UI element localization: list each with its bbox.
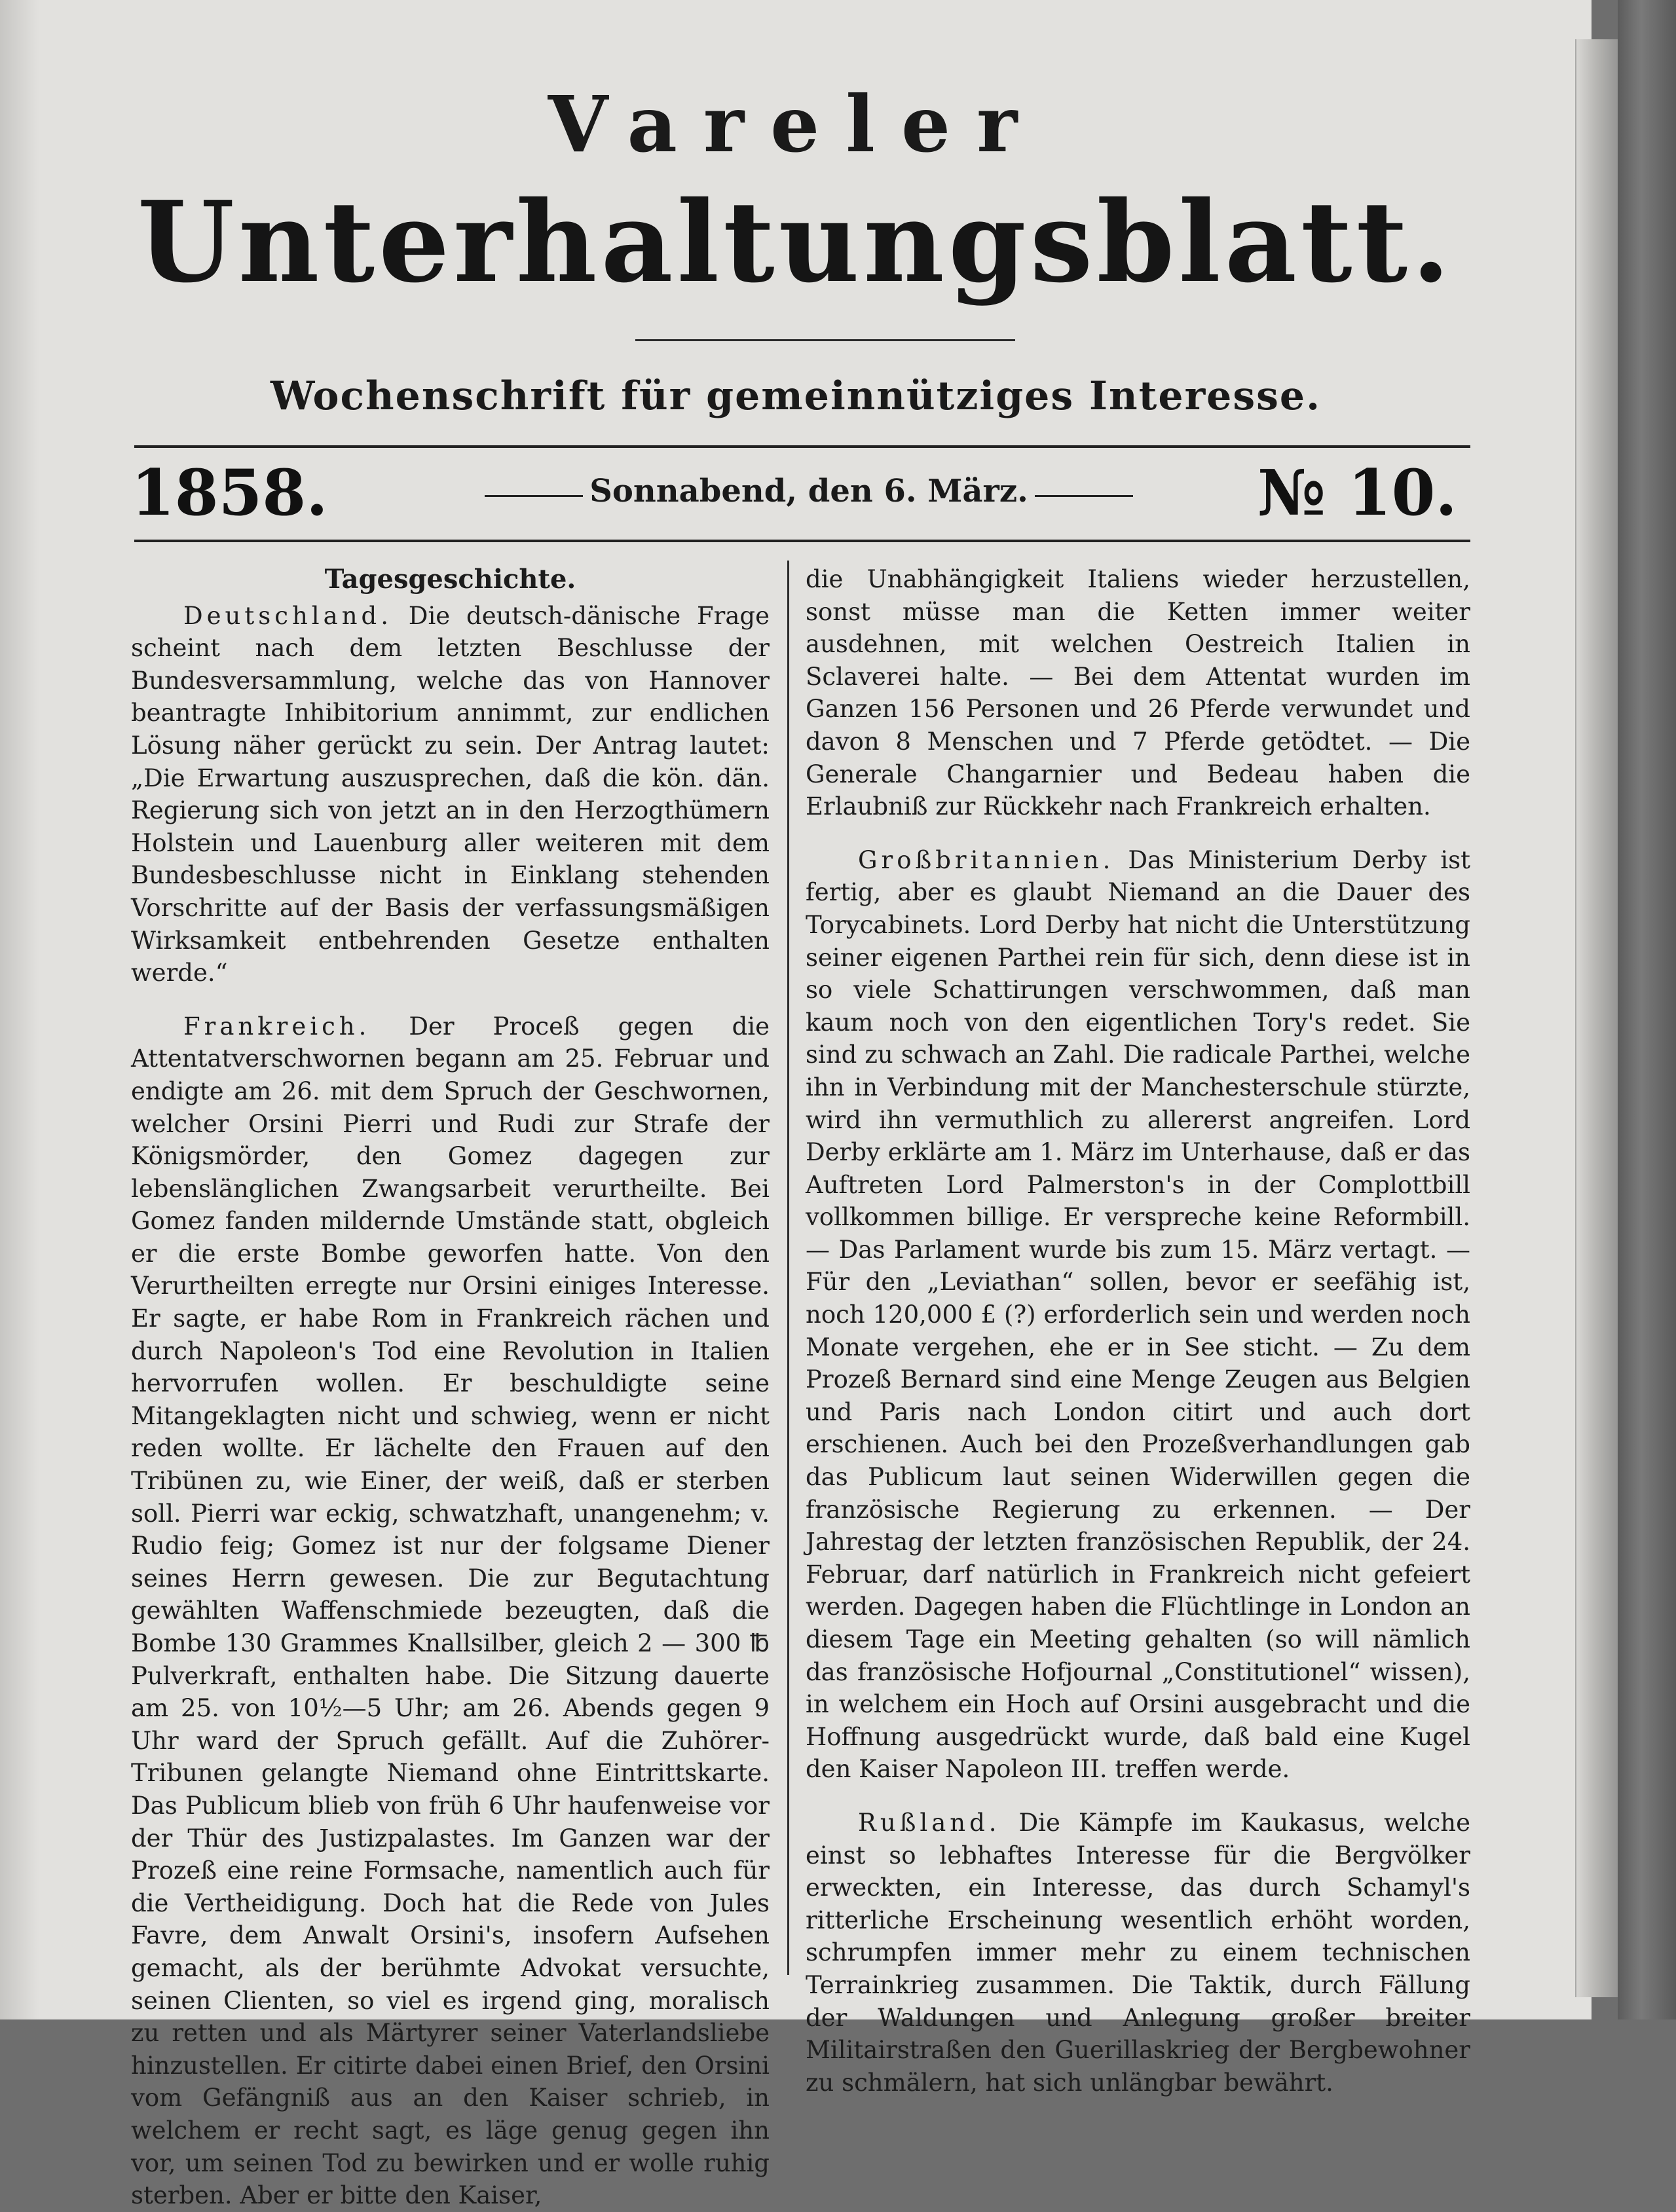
article-country: Rußland. bbox=[858, 1808, 1001, 1837]
article-text: Der Proceß gegen die Attentatverschwornen begann am 25. Februar und endigte am 26. mit dem Spruch der Geschwornen, welcher Orsini Pierri und Rudi zur Strafe der Königsmörder, den Gomez dagegen zur lebenslänglichen Zwangsarbeit verurtheilte. Bei Gomez fanden mildernde Umstände statt, obgleich er die erste Bombe geworfen hatte. Von den Verurtheilten erregte nur Orsini einiges Interesse. Er sagte, er habe Rom in Frankreich rächen und durch Napoleon's Tod eine Revolution in Italien hervorrufen wollen. Er beschuldigte seine Mitangeklagten nicht und schwieg, wenn er nicht reden wollte. Er lächelte den Frauen auf den Tribünen zu, wie Einer, der weiß, daß er sterben soll. Pierri war eckig, schwatzhaft, unangenehm; v. Rudio feig; Gomez ist nur der folgsame Diener seines Herrn gewesen. Die zur Begutachtung gewählten Waffenschmiede bezeugten, daß die Bombe 130 Grammes Knallsilber, gleich 2 — 300 ℔ Pulverkraft, enthalten habe. Die Sitzung dauerte am 25. von 10½—5 Uhr; am 26. Abends gegen 9 Uhr ward der Spruch gefällt. Auf die Zuhörer-Tribunen gelangte Niemand ohne Eintrittskarte. Das Publicum blieb von früh 6 Uhr haufenweise vor der Thür des Justizpalastes. Im Ganzen war der Prozeß eine reine Formsache, namentlich auch für die Vertheidigung. Doch hat die Rede von Jules Favre, dem Anwalt Orsini's, insofern Aufsehen gemacht, als der berühmte Advokat versuchte, seinen Clienten, so viel es irgend ging, moralisch zu retten und als Märtyrer seiner Vaterlandsliebe hinzustellen. Er citirte dabei einen Brief, den Orsini vom Gefängniß aus an den Kaiser schrieb, in welchem er recht sagt, es läge genug gegen ihn vor, um seinen Tod zu bewirken und er wolle ruhig sterben. Aber er bitte den Kaiser, bbox=[131, 1012, 770, 2210]
masthead-title: Unterhaltungsblatt. bbox=[137, 177, 1455, 308]
masthead-subtitle: Wochenschrift für gemeinnütziges Interesse. bbox=[270, 373, 1321, 419]
column-right bbox=[806, 563, 1470, 2099]
article-country: Großbritannien. bbox=[858, 845, 1115, 874]
column-left bbox=[131, 563, 770, 2212]
article-frankreich-continued bbox=[806, 563, 1470, 823]
article-country: Deutschland. bbox=[183, 601, 392, 630]
page-edge bbox=[1575, 39, 1622, 1997]
article-text: die Unabhängigkeit Italiens wieder herzustellen, sonst müsse man die Ketten immer weiter ausdehnen, mit welchen Oestreich Italien in Sclaverei halte. — Bei dem Attentat wurden im Ganzen 156 Personen und 26 Pferde verwundet und davon 8 Menschen und 7 Pferde getödtet. — Die Generale Changarnier und Bedeau haben die Erlaubniß zur Rückkehr nach Frankreich erhalten. bbox=[806, 565, 1470, 821]
article-text: Die deutsch-dänische Frage scheint nach dem letzten Beschlusse der Bundesversammlung, welche das von Hannover beantragte Inhibitorium annimmt, zur endlichen Lösung näher gerückt zu sein. Der Antrag lautet: „Die Erwartung auszusprechen, daß die kön. dän. Regierung sich von jetzt an in den Herzogthümern Holstein und Lauenburg aller weiteren mit dem Bundesbeschlusse nicht in Einklang stehenden Vorschritte auf der Basis der verfassungsmäßigen Wirksamkeit entbehrenden Gesetze enthalten werde.“ bbox=[131, 601, 770, 987]
issue-number: № 10. bbox=[1257, 456, 1457, 530]
masthead-rule bbox=[635, 339, 1015, 341]
column-divider bbox=[787, 561, 789, 1975]
header-top-rule bbox=[134, 445, 1470, 448]
article-frankreich bbox=[131, 1010, 770, 2212]
section-title: Tagesgeschichte. bbox=[324, 564, 576, 595]
issue-date: Sonnabend, den 6. März. bbox=[589, 473, 1028, 509]
article-russland bbox=[806, 1807, 1470, 2099]
article-text: Die Kämpfe im Kaukasus, welche einst so lebhaftes Interesse für die Bergvölker erweckten, ein Interesse, das durch Schamyl's ritterliche Erscheinung wesentlich erhöht worden, schrumpfen immer mehr zu einem technischen Terrainkrieg zusammen. Die Taktik, durch Fällung der Waldungen und Anlegung großer breiter Militairstraßen den Guerillaskrieg der Bergbewohner zu schmälern, hat sich unlängbar bewährt. bbox=[806, 1808, 1470, 2097]
book-binding bbox=[1618, 0, 1676, 2019]
dateline-ornament-right bbox=[1035, 495, 1133, 497]
article-deutschland bbox=[131, 600, 770, 989]
article-text: Das Ministerium Derby ist fertig, aber es glaubt Niemand an die Dauer des Torycabinets. Lord Derby hat nicht die Unterstützung seiner eigenen Parthei rein für sich, denn diese ist in so viele Schattirungen verschwommen, daß man kaum noch von den eigentlichen Tory's redet. Sie sind zu schwach an Zahl. Die radicale Parthei, welche ihn in Verbindung mit der Manchesterschule stürzte, wird ihn vermuthlich zu allererst angreifen. Lord Derby erklärte am 1. März im Unterhause, daß er das Auftreten Lord Palmerston's in der Complottbill vollkommen billige. Er verspreche keine Reformbill. — Das Parlament wurde bis zum 15. März vertagt. — Für den „Leviathan“ sollen, bevor er seefähig ist, noch 120,000 £ (?) erforderlich sein und werden noch Monate vergehen, ehe er in See sticht. — Zu dem Prozeß Bernard sind eine Menge Zeugen aus Belgien und Paris nach London citirt und auch dort erschienen. Auch bei den Prozeßverhandlungen gab das Publicum laut seinen Widerwillen gegen die französische Regierung zu erkennen. — Der Jahrestag der letzten französischen Republik, der 24. Februar, darf natürlich in Frankreich nicht gefeiert werden. Dagegen haben die Flüchtlinge in London an diesem Tage ein Meeting gehalten (so will nämlich das französische Hofjournal „Constitutionel“ wissen), in welchem ein Hoch auf Orsini ausgebracht und die Hoffnung ausgedrückt wurde, daß bald eine Kugel den Kaiser Napoleon III. treffen werde. bbox=[806, 845, 1471, 1784]
article-country: Frankreich. bbox=[183, 1012, 371, 1041]
gutter-shadow bbox=[0, 0, 39, 2019]
article-grossbritannien bbox=[806, 844, 1470, 1786]
header-bottom-rule bbox=[134, 540, 1470, 542]
masthead-city: Vareler bbox=[548, 79, 1044, 170]
issue-year: 1858. bbox=[131, 456, 328, 530]
